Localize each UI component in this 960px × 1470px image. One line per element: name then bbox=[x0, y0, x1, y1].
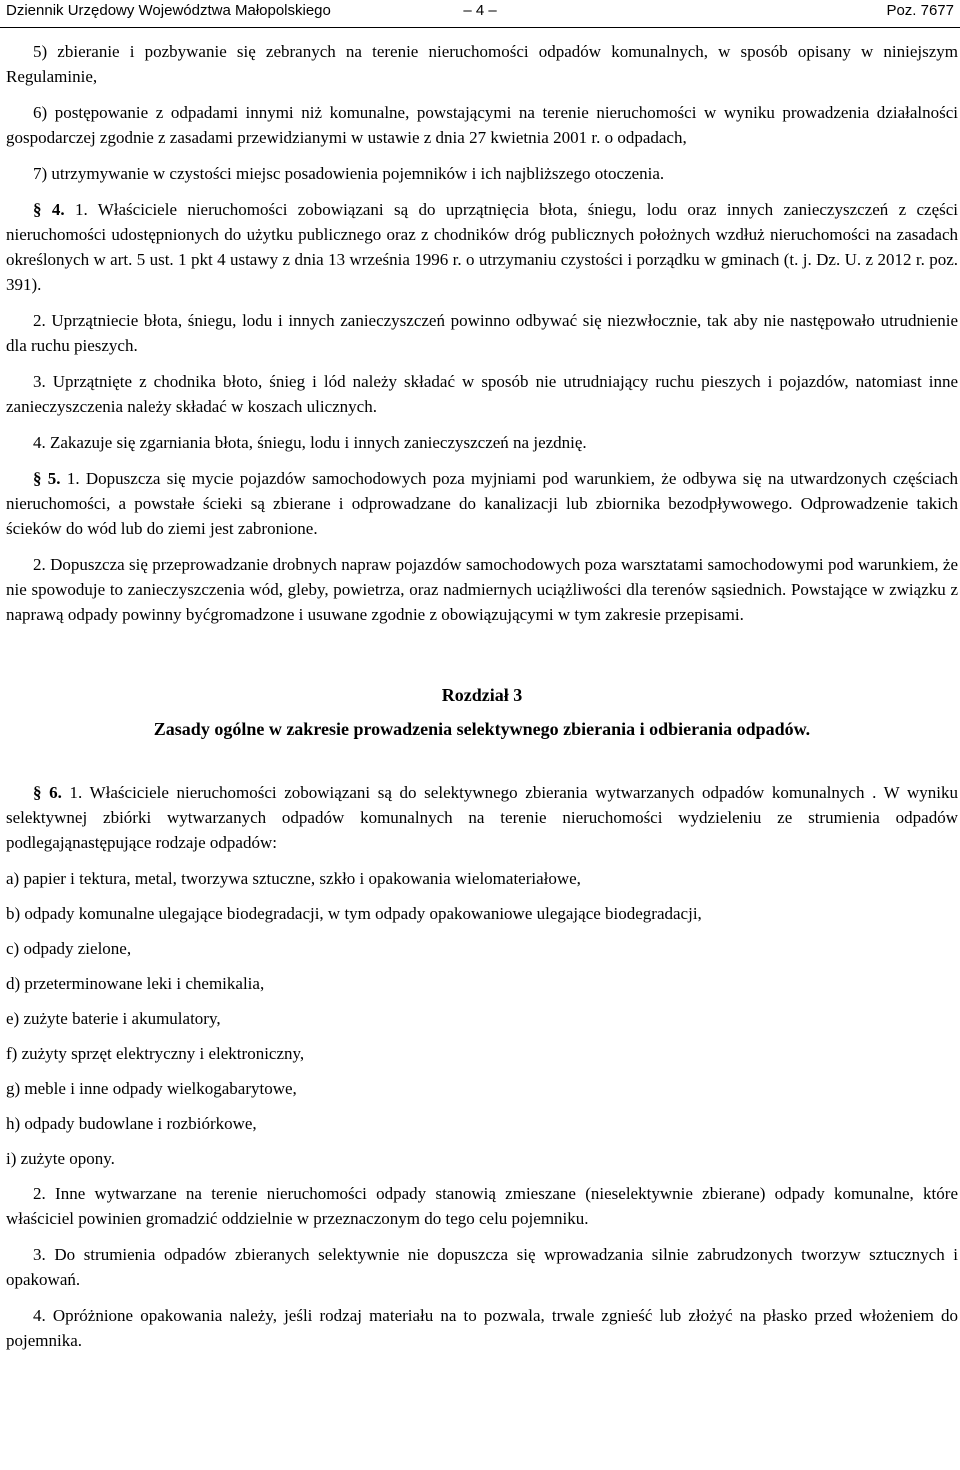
list-item: a) papier i tektura, metal, tworzywa sztuczne, szkło i opakowania wielomateriałowe, bbox=[6, 869, 581, 888]
journal-title: Dziennik Urzędowy Województwa Małopolskiego bbox=[6, 2, 331, 19]
spacer bbox=[6, 708, 958, 716]
section-4-paragraph-4: 4. Zakazuje się zgarniania błota, śniegu, lodu i innych zanieczyszczeń na jezdnię. bbox=[33, 433, 587, 452]
section-5-paragraph-1 bbox=[6, 466, 958, 541]
section-6-paragraph-2: 2. Inne wytwarzane na terenie nieruchomości odpady stanowią zmieszane (nieselektywnie zbierane) odpady komunalne, które właściciel powinien gromadzić oddzielnie w przeznaczonym do tego celu pojemniku. bbox=[6, 1184, 958, 1228]
section-6-paragraph-4: 4. Opróżnione opakowania należy, jeśli rodzaj materiału na to pozwala, trwale zgnieść lub złożyć na płasko przed włożeniem do pojemnika. bbox=[6, 1306, 958, 1350]
header-rule bbox=[0, 27, 960, 28]
list-item: b) odpady komunalne ulegające biodegradacji, w tym odpady opakowaniowe ulegające biodegradacji, bbox=[6, 904, 702, 923]
position-number: Poz. 7677 bbox=[886, 2, 954, 19]
list-item: d) przeterminowane leki i chemikalia, bbox=[6, 974, 265, 993]
section-6-label: § 6. bbox=[33, 783, 62, 802]
list-item: g) meble i inne odpady wielkogabarytowe, bbox=[6, 1079, 297, 1098]
section-5-paragraph-2: 2. Dopuszcza się przeprowadzanie drobnych napraw pojazdów samochodowych poza warsztatami samochodowymi pod warunkiem, że nie spowoduje to zanieczyszczenia wód, gleby, powietrza, oraz nadmiernych uciążliwości dla terenów sąsiednich. Powstające w związku z naprawą odpady powinny byćgromadzone i usuwane zgodnie z obowiązującymi w tym zakresie przepisami. bbox=[6, 555, 958, 624]
section-4-paragraph-1 bbox=[6, 197, 958, 297]
chapter-number: Rozdział 3 bbox=[441, 685, 523, 705]
list-item: h) odpady budowlane i rozbiórkowe, bbox=[6, 1114, 257, 1133]
section-4-p1-text: 1. Właściciele nieruchomości zobowiązani są do uprzątnięcia błota, śniegu, lodu oraz innych zanieczyszczeń z części nieruchomości udostępnionych do użytku publicznego oraz z chodników dróg publicznych położnych wzdłuż nieruchomości na zasadach określonych w art. 5 ust. 1 pkt 4 ustawy z dnia 13 września 1996 r. o utrzymaniu czystości i porządku w gminach (t. j. Dz. U. z 2012 r. poz. 391). bbox=[6, 200, 959, 294]
spacer bbox=[6, 638, 958, 682]
section-4-paragraph-3: 3. Uprzątnięte z chodnika błoto, śnieg i lód należy składać w sposób nie utrudniający ruchu pieszych i pojazdów, natomiast inne zanieczyszczenia należy składać w koszach ulicznych. bbox=[6, 372, 958, 416]
section-5-p1-text: 1. Dopuszcza się mycie pojazdów samochodowych poza myjniami pod warunkiem, że odbywa się na utwardzonych częściach nieruchomości, a powstałe ścieki są zbierane i odprowadzane do kanalizacji lub zbiornika bezodpływowego. Odprowadzenie takich ścieków do wód lub do ziemi jest zabronione. bbox=[6, 469, 959, 538]
list-item: c) odpady zielone, bbox=[6, 939, 132, 958]
section-4-paragraph-2: 2. Uprzątniecie błota, śniegu, lodu i innych zanieczyszczeń powinno odbywać się niezwłocznie, tak aby nie następowało utrudnienie dla ruchu pieszych. bbox=[6, 311, 958, 355]
spacer bbox=[6, 742, 958, 780]
section-6-p1-text: 1. Właściciele nieruchomości zobowiązani są do selektywnego zbierania wytwarzanych odpadów komunalnych . W wyniku selektywnej zbiórki wytwarzanych odpadów komunalnych na terenie nieruchomości wydzieleniu ze strumienia odpadów podlegająnastępujące rodzaje odpadów: bbox=[6, 783, 959, 852]
list-item-6: 6) postępowanie z odpadami innymi niż komunalne, powstającymi na terenie nieruchomości w wyniku prowadzenia działalności gospodarczej zgodnie z zasadami przewidzianymi w ustawie z dnia 27 kwietnia 2001 r. o odpadach, bbox=[6, 103, 958, 147]
section-6-paragraph-3: 3. Do strumienia odpadów zbieranych selektywnie nie dopuszcza się wprowadzania silnie zabrudzonych tworzyw sztucznych i opakowań. bbox=[6, 1245, 958, 1289]
document-body bbox=[6, 39, 958, 1364]
list-item: e) zużyte baterie i akumulatory, bbox=[6, 1009, 221, 1028]
section-4-label: § 4. bbox=[33, 200, 65, 219]
list-item-5: 5) zbieranie i pozbywanie się zebranych na terenie nieruchomości odpadów komunalnych, w sposób opisany w niniejszym Regulaminie, bbox=[6, 42, 958, 86]
section-6-paragraph-1 bbox=[6, 780, 958, 855]
section-5-label: § 5. bbox=[33, 469, 61, 488]
chapter-title: Zasady ogólne w zakresie prowadzenia selektywnego zbierania i odbierania odpadów. bbox=[153, 719, 811, 739]
list-item: f) zużyty sprzęt elektryczny i elektroniczny, bbox=[6, 1044, 305, 1063]
page-header bbox=[0, 0, 960, 28]
waste-types-list bbox=[6, 866, 958, 1171]
page-number: – 4 – bbox=[463, 2, 497, 19]
list-item: i) zużyte opony. bbox=[6, 1149, 115, 1168]
list-item-7: 7) utrzymywanie w czystości miejsc posadowienia pojemników i ich najbliższego otoczenia. bbox=[33, 164, 665, 183]
